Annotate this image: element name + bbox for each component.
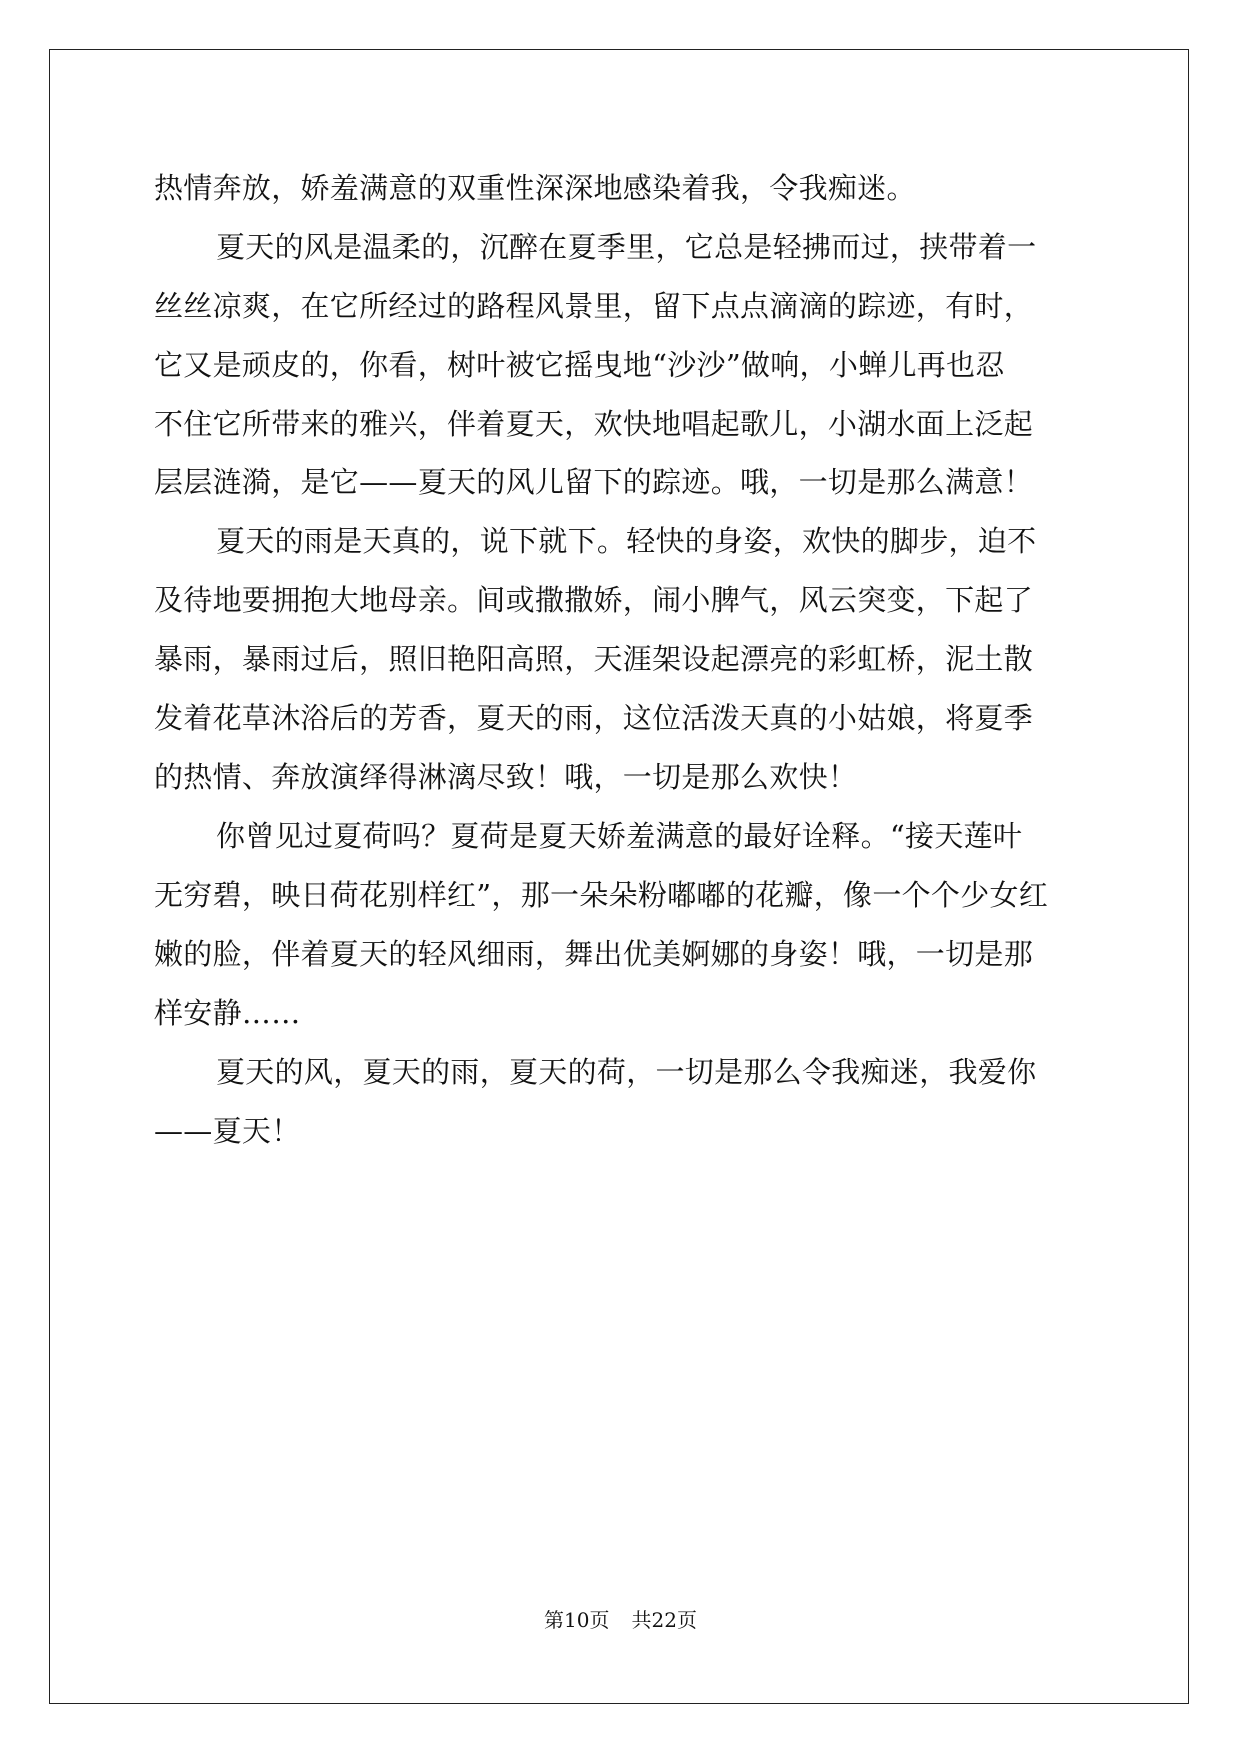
text-line-9: 暴雨，暴雨过后，照旧艳阳高照，天涯架设起漂亮的彩虹桥，泥土散 [154, 642, 1034, 676]
text-line-7: 夏天的雨是天真的，说下就下。轻快的身姿，欢快的脚步，迫不 [216, 524, 1037, 558]
text-line-3: 丝丝凉爽，在它所经过的路程风景里，留下点点滴滴的踪迹，有时， [154, 289, 1034, 323]
text-line-13: 无穷碧，映日荷花别样红”，那一朵朵粉嘟嘟的花瓣，像一个个少女红 [154, 878, 1049, 912]
text-line-4: 它又是顽皮的，你看，树叶被它摇曳地“沙沙”做响，小蝉儿再也忍 [154, 348, 1005, 382]
text-line-11: 的热情、奔放演绎得淋漓尽致！哦，一切是那么欢快！ [154, 760, 858, 794]
page-number-current: 第10页 [544, 1608, 610, 1632]
text-line-6: 层层涟漪，是它——夏天的风儿留下的踪迹。哦，一切是那么满意！ [154, 465, 1034, 499]
text-line-5: 不住它所带来的雅兴，伴着夏天，欢快地唱起歌儿，小湖水面上泛起 [154, 407, 1034, 441]
text-line-12: 你曾见过夏荷吗？夏荷是夏天娇羞满意的最好诠释。“接天莲叶 [216, 819, 1023, 853]
text-line-1: 热情奔放，娇羞满意的双重性深深地感染着我，令我痴迷。 [154, 171, 916, 205]
text-line-15: 样安静…… [154, 996, 301, 1030]
text-line-10: 发着花草沐浴后的芳香，夏天的雨，这位活泼天真的小姑娘，将夏季 [154, 701, 1034, 735]
text-line-2: 夏天的风是温柔的，沉醉在夏季里，它总是轻拂而过，挟带着一 [216, 230, 1037, 264]
text-line-14: 嫩的脸，伴着夏天的轻风细雨，舞出优美婀娜的身姿！哦，一切是那 [154, 937, 1034, 971]
text-line-16: 夏天的风，夏天的雨，夏天的荷，一切是那么令我痴迷，我爱你 [216, 1055, 1037, 1089]
text-line-8: 及待地要拥抱大地母亲。间或撒撒娇，闹小脾气，风云突变，下起了 [154, 583, 1034, 617]
page-footer [0, 1604, 1241, 1633]
page-number-total: 共22页 [631, 1608, 697, 1632]
text-line-17: ——夏天！ [154, 1114, 301, 1148]
